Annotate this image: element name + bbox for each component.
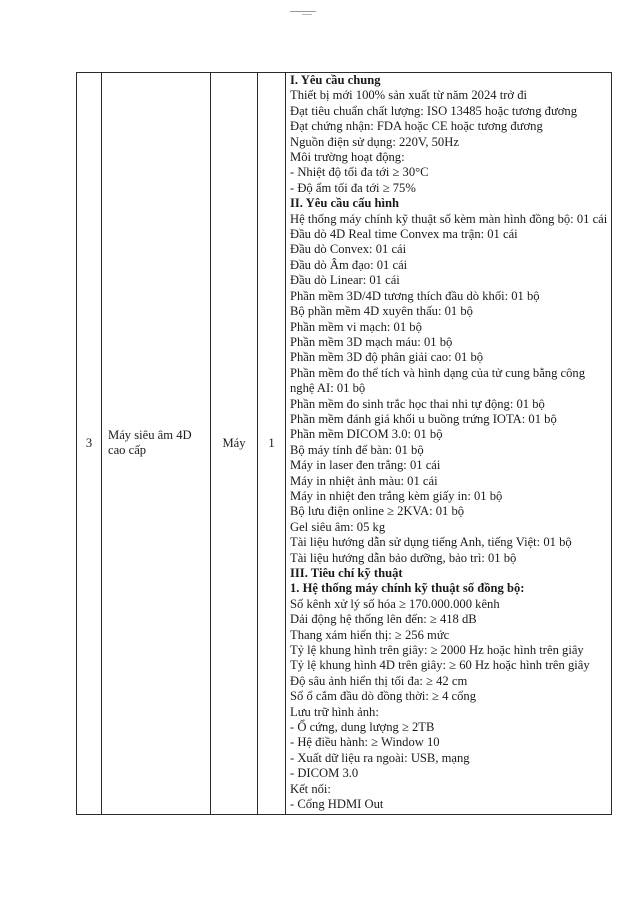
spec-line: Gel siêu âm: 05 kg: [290, 519, 386, 534]
scan-mark: [302, 14, 312, 15]
spec-line: - DICOM 3.0: [290, 766, 359, 781]
spec-line: - Cổng HDMI Out: [290, 797, 384, 812]
spec-line: Máy in nhiệt đen trắng kèm giấy in: 01 bộ: [290, 488, 503, 503]
spec-heading: III. Tiêu chí kỹ thuật: [290, 566, 403, 580]
spec-line: Số kênh xử lý số hóa ≥ 170.000.000 kênh: [290, 596, 500, 611]
spec-line: Tỷ lệ khung hình trên giây: ≥ 2000 Hz hoặc hình trên giây: [290, 643, 584, 658]
spec-heading: II. Yêu cầu cấu hình: [290, 196, 400, 211]
spec-line: - Xuất dữ liệu ra ngoài: USB, mạng: [290, 750, 470, 765]
spec-line: Thiết bị mới 100% sản xuất từ năm 2024 trở đi: [290, 88, 528, 103]
spec-line: Đầu dò Linear: 01 cái: [290, 273, 400, 288]
spec-line: Phần mềm 3D/4D tương thích đầu dò khối: 01 bộ: [290, 288, 540, 303]
spec-line: Máy in laser đen trắng: 01 cái: [290, 458, 441, 473]
spec-heading: I. Yêu cầu chung: [290, 73, 381, 87]
spec-line: Dải động hệ thống lên đến: ≥ 418 dB: [290, 612, 477, 627]
spec-line: Độ sâu ảnh hiển thị tối đa: ≥ 42 cm: [290, 673, 468, 688]
spec-line: Môi trường hoạt động:: [290, 150, 405, 165]
spec-line: Tỷ lệ khung hình 4D trên giây: ≥ 60 Hz hoặc hình trên giây: [290, 658, 590, 673]
spec-line: Đầu dò Âm đạo: 01 cái: [290, 257, 408, 272]
spec-line: Phần mềm DICOM 3.0: 01 bộ: [290, 427, 443, 442]
spec-line: Phần mềm đo sinh trắc học thai nhi tự động: 01 bộ: [290, 396, 545, 411]
spec-line: Đầu dò Convex: 01 cái: [290, 242, 407, 257]
specification-cell: [286, 73, 612, 815]
unit-cell: [211, 73, 258, 815]
spec-line: Thang xám hiển thị: ≥ 256 mức: [290, 627, 450, 642]
item-name-cell: [102, 73, 211, 815]
unit: Máy: [222, 435, 246, 450]
spec-line: Hệ thống máy chính kỹ thuật số kèm màn hình đồng bộ: 01 cái: [290, 211, 608, 226]
row-number: 3: [85, 435, 93, 450]
spec-line: Bộ lưu điện online ≥ 2KVA: 01 bộ: [290, 504, 465, 519]
scan-mark: [290, 11, 316, 12]
spec-line: Phần mềm đánh giá khối u buồng trứng IOTA: 01 bộ: [290, 411, 557, 426]
spec-line: - Nhiệt độ tối đa tới ≥ 30°C: [290, 165, 429, 180]
spec-line: Kết nối:: [290, 781, 331, 796]
spec-line: Đầu dò 4D Real time Convex ma trận: 01 cái: [290, 227, 518, 242]
spec-line: Số ổ cắm đầu dò đồng thời: ≥ 4 cổng: [290, 689, 477, 704]
spec-line: Máy in nhiệt ảnh màu: 01 cái: [290, 473, 438, 488]
spec-line: Bộ máy tính để bàn: 01 bộ: [290, 442, 424, 457]
quantity: 1: [268, 435, 275, 450]
spec-line: Phần mềm đo thể tích và hình dạng của tử cung bằng công nghệ AI: 01 bộ: [290, 365, 586, 396]
spec-line: Tài liệu hướng dẫn bảo dưỡng, bảo trì: 01 bộ: [290, 550, 517, 565]
spec-line: - Hệ điều hành: ≥ Window 10: [290, 735, 440, 750]
spec-line: Đạt chứng nhận: FDA hoặc CE hoặc tương đương: [290, 119, 543, 134]
table-row: [77, 73, 612, 815]
spec-line: Tài liệu hướng dẫn sử dụng tiếng Anh, tiếng Việt: 01 bộ: [290, 535, 572, 550]
row-number-cell: [77, 73, 102, 815]
spec-line: Phần mềm vi mạch: 01 bộ: [290, 319, 422, 334]
spec-line: Nguồn điện sử dụng: 220V, 50Hz: [290, 134, 459, 149]
spec-line: Phần mềm 3D mạch máu: 01 bộ: [290, 334, 453, 349]
quantity-cell: [258, 73, 286, 815]
spec-line: Bộ phần mềm 4D xuyên thấu: 01 bộ: [290, 304, 473, 319]
equipment-spec-table: [76, 72, 612, 815]
spec-line: - Độ ẩm tối đa tới ≥ 75%: [290, 180, 416, 195]
spec-line: - Ổ cứng, dung lượng ≥ 2TB: [290, 720, 435, 735]
item-name: Máy siêu âm 4D cao cấp: [108, 427, 192, 458]
specification-list: [290, 73, 609, 813]
spec-heading: 1. Hệ thống máy chính kỹ thuật số đồng bộ:: [290, 581, 525, 596]
spec-line: Đạt tiêu chuẩn chất lượng: ISO 13485 hoặc tương đương: [290, 103, 578, 118]
spec-line: Lưu trữ hình ảnh:: [290, 704, 379, 719]
spec-line: Phần mềm 3D độ phân giải cao: 01 bộ: [290, 350, 484, 365]
